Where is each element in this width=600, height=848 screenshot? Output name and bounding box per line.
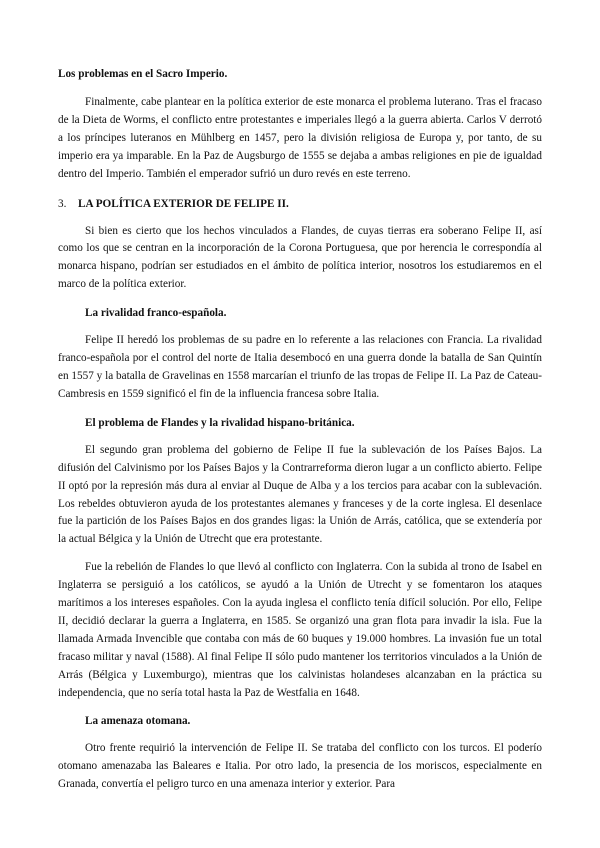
subheading-amenaza-otomana: La amenaza otomana.	[85, 715, 191, 728]
subheading-rivalidad-franco-espanola: La rivalidad franco-española.	[85, 307, 227, 320]
paragraph-otomana: Otro frente requirió la intervención de Felipe II. Se trataba del conflicto con los turcos. El poderío otomano amenazaba las Baleares e Italia. Por otro lado, la presencia de los moriscos, especialmente en Granada, convertía el peligro turco en una amenaza interior y exterior. Para	[58, 742, 542, 791]
section-heading-sacro-imperio: Los problemas en el Sacro Imperio.	[58, 68, 228, 80]
paragraph-flandes-2: Fue la rebelión de Flandes lo que llevó al conflicto con Inglaterra. Con la subida al trono de Isabel en Inglaterra se persiguió a los católicos, se ayudó a la Unión de Utrecht y se fomentaron los ataques marítimos a los intereses españoles. Con la ayuda inglesa el conflicto tenía difícil solución. Por ello, Felipe II, decidió declarar la guerra a Inglaterra, en 1585. Se organizó una gran flota para invadir la isla. Fue la llamada Armada Invencible que contaba con más de 60 buques y 19.000 hombres. La invasión fue un total fracaso militar y naval (1588). Al final Felipe II sólo pudo mantener los territorios vinculados a la Unión de Arrás (Bélgica y Luxemburgo), mientras que los calvinistas holandeses alcanzaban en la práctica su independencia, que no sería total hasta la Paz de Westfalia en 1648.	[58, 561, 542, 699]
subheading-problema-flandes: El problema de Flandes y la rivalidad hispano-británica.	[85, 416, 355, 429]
paragraph-rivalidad: Felipe II heredó los problemas de su padre en lo referente a las relaciones con Francia. La rivalidad franco-española por el control del norte de Italia desembocó en una guerra donde la batalla de San Quintín en 1557 y la batalla de Gravelinas en 1558 marcarían el triunfo de las tropas de Felipe II. La Paz de Cateau-Cambresis en 1559 significó el fin de la influencia francesa sobre Italia.	[58, 334, 542, 400]
paragraph-flandes-1: El segundo gran problema del gobierno de Felipe II fue la sublevación de los Países Bajos. La difusión del Calvinismo por los Países Bajos y la Contrarreforma dieron lugar a un conflicto abierto. Felipe II optó por la represión más dura al enviar al Duque de Alba y a los tercios para acabar con la sublevación. Los rebeldes obtuvieron ayuda de los protestantes alemanes y franceses y de la corte inglesa. El desenlace fue la partición de los Países Bajos en dos grandes ligas: la Unión de Arrás, católica, que se extendería por la actual Bélgica y la Unión de Utrecht que era protestante.	[58, 443, 542, 546]
paragraph-sacro-imperio: Finalmente, cabe plantear en la política exterior de este monarca el problema luterano. Tras el fracaso de la Dieta de Worms, el conflicto entre protestantes e imperiales llegó a la guerra abierta. Carlos V derrotó a los príncipes luteranos en Mühlberg en 1457, pero la división religiosa de Europa y, por tanto, de su imperio era ya imparable. En la Paz de Augsburgo de 1555 se dejaba a ambas religiones en pie de igualdad dentro del Imperio. También el emperador sufrió un duro revés en este terreno.	[58, 96, 542, 180]
paragraph-politica-exterior: Si bien es cierto que los hechos vinculados a Flandes, de cuyas tierras era soberano Felipe II, así como los que se centran en la incorporación de la Corona Portuguesa, que por herencia le correspondía al monarca hispano, podrían ser estudiados en el ámbito de política interior, nosotros los estudiaremos en el marco de la política exterior.	[58, 224, 542, 291]
section-number: 3.	[58, 197, 67, 210]
section-title: LA POLÍTICA EXTERIOR DE FELIPE II.	[78, 197, 289, 210]
section-heading-politica-exterior	[58, 196, 542, 212]
